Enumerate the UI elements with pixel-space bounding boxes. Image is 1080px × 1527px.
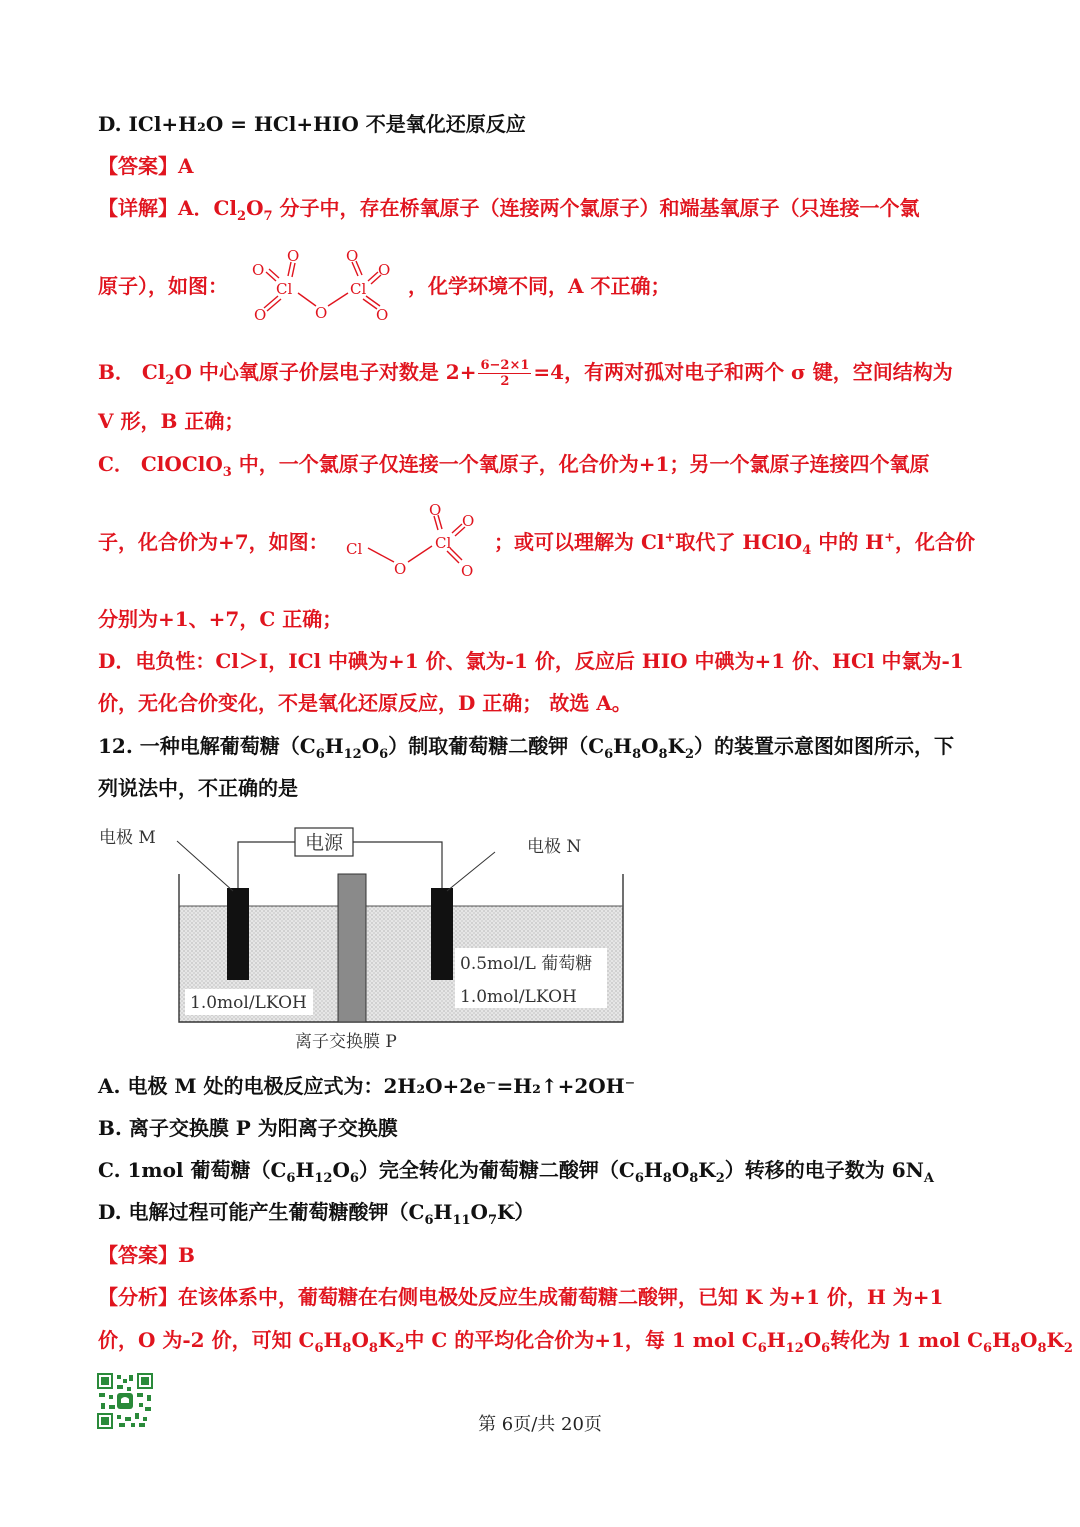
electrode-n-label: 电极 N bbox=[527, 837, 582, 857]
q11-detail-c-line2a: 子，化合价为+7，如图： bbox=[98, 530, 329, 554]
q11-detail-d-line1: D．电负性：Cl＞I，ICl 中碘为+1 价、氯为-1 价，反应后 HIO 中碘为+1 价、HCl 中氯为-1 bbox=[98, 649, 964, 673]
electrode-m bbox=[227, 888, 249, 980]
mol-o-label: O bbox=[315, 304, 328, 322]
q12-stem-line2: 列说法中，不正确的是 bbox=[98, 776, 298, 800]
q11-detail-b-line2: V 形，B 正确； bbox=[98, 409, 245, 433]
q11-detail-a-line2b: ，化学环境不同，A 不正确； bbox=[408, 274, 671, 298]
q12-option-a: A. 电极 M 处的电极反应式为：2H₂O+2e⁻=H₂↑+2OH⁻ bbox=[98, 1074, 636, 1098]
page-footer: 第 6页/共 20页 bbox=[478, 1414, 602, 1435]
pointer-n bbox=[447, 852, 495, 891]
clo-clo3-structure-figure bbox=[342, 502, 488, 582]
q11-detail-a-line1: 【详解】A．$Cl_2O_7$ 分子中，存在桥氧原子（连接两个氯原子）和端基氧原子（只连接一个氯 bbox=[98, 196, 920, 224]
electrode-m-label: 电极 M bbox=[99, 828, 156, 848]
q12-analysis-line1: 【分析】在该体系中，葡萄糖在右侧电极处反应生成葡萄糖二酸钾，已知 K 为+1 价，H 为+1 bbox=[98, 1285, 944, 1309]
wire-left bbox=[238, 842, 295, 888]
mol-cl-label: Cl bbox=[350, 280, 367, 298]
right-solution-label-2: 1.0mol/LKOH bbox=[460, 987, 577, 1007]
pointer-m bbox=[177, 841, 233, 891]
q11-answer: 【答案】A bbox=[98, 154, 194, 178]
q12-option-d: D. 电解过程可能产生葡萄糖酸钾$(C_6H_{11}O_7K)$ bbox=[98, 1200, 535, 1228]
q12-answer: 【答案】B bbox=[98, 1243, 195, 1267]
q11-detail-b-line1: B． $Cl_2O$ 中心氧原子价层电子对数是 2+ $\frac{6-2\times 1}{2}$ =4，有两对孤对电子和两个 σ 键，空间结构为 bbox=[98, 358, 953, 389]
q11-detail-a-line2a: 原子），如图： bbox=[98, 274, 228, 298]
q12-stem-line1: 12. 一种电解葡萄糖$(C_6H_{12}O_6)$制取葡萄糖二酸钾$(C_6H_8O_8K_2)$的装置示意图如图所示，下 bbox=[98, 734, 955, 762]
mol-o-label: O bbox=[252, 261, 265, 279]
left-solution-label: 1.0mol/LKOH bbox=[190, 993, 307, 1013]
mol-o-label: O bbox=[462, 512, 475, 530]
q12-option-b: B. 离子交换膜 P 为阳离子交换膜 bbox=[98, 1116, 398, 1140]
mol-o-label: O bbox=[461, 562, 474, 580]
fraction: $\frac{6-2\times 1}{2}$ bbox=[480, 358, 530, 389]
mol-o-label: O bbox=[287, 248, 300, 265]
mol-o-label: O bbox=[429, 502, 442, 519]
cl2o7-structure-figure bbox=[240, 248, 410, 328]
q11-detail-c-line2b: ；或可以理解为 Cl+取代了 HClO$_4$ 中的 H+，化合价 bbox=[494, 530, 975, 558]
electrode-n bbox=[431, 888, 453, 980]
right-solution-label-1: 0.5mol/L 葡萄糖 bbox=[460, 954, 593, 974]
mol-cl-label: Cl bbox=[346, 540, 363, 558]
electrolysis-apparatus-figure bbox=[95, 818, 635, 1058]
power-label: 电源 bbox=[304, 832, 344, 854]
q12-option-c: C. 1mol 葡萄糖$(C_6H_{12}O_6)$完全转化为葡萄糖二酸钾$(C_6H_8O_8K_2)$转移的电子数为 $6N_A$ bbox=[98, 1158, 934, 1186]
mol-cl-label: Cl bbox=[276, 280, 293, 298]
mol-o-label: O bbox=[346, 248, 359, 265]
q11-option-d: D. ICl+H₂O = HCl+HIO 不是氧化还原反应 bbox=[98, 112, 526, 136]
q11-detail-d-line2: 价，无化合价变化，不是氧化还原反应，D 正确； 故选 A。 bbox=[98, 691, 632, 715]
q11-detail-c-line1: C． ClOClO$_3$ 中，一个氯原子仅连接一个氧原子，化合价为+1；另一个氯原子连接四个氧原 bbox=[98, 452, 930, 480]
mol-o-label: O bbox=[394, 560, 407, 578]
q12-analysis-line2: 价，O 为-2 价，可知 $C_6H_8O_8K_2$中 C 的平均化合价为+1，每 1 mol $C_6H_{12}O_6$转化为 1 mol $C_6H_8O_8K_2$ bbox=[98, 1328, 1073, 1356]
mol-o-label: O bbox=[254, 306, 267, 324]
mol-o-label: O bbox=[378, 261, 391, 279]
ion-exchange-membrane bbox=[338, 874, 366, 1022]
mol-cl-label: Cl bbox=[435, 534, 452, 552]
q11-detail-c-line3: 分别为+1、+7，C 正确； bbox=[98, 607, 343, 631]
membrane-label: 离子交换膜 P bbox=[295, 1032, 397, 1052]
mol-o-label: O bbox=[376, 306, 389, 324]
